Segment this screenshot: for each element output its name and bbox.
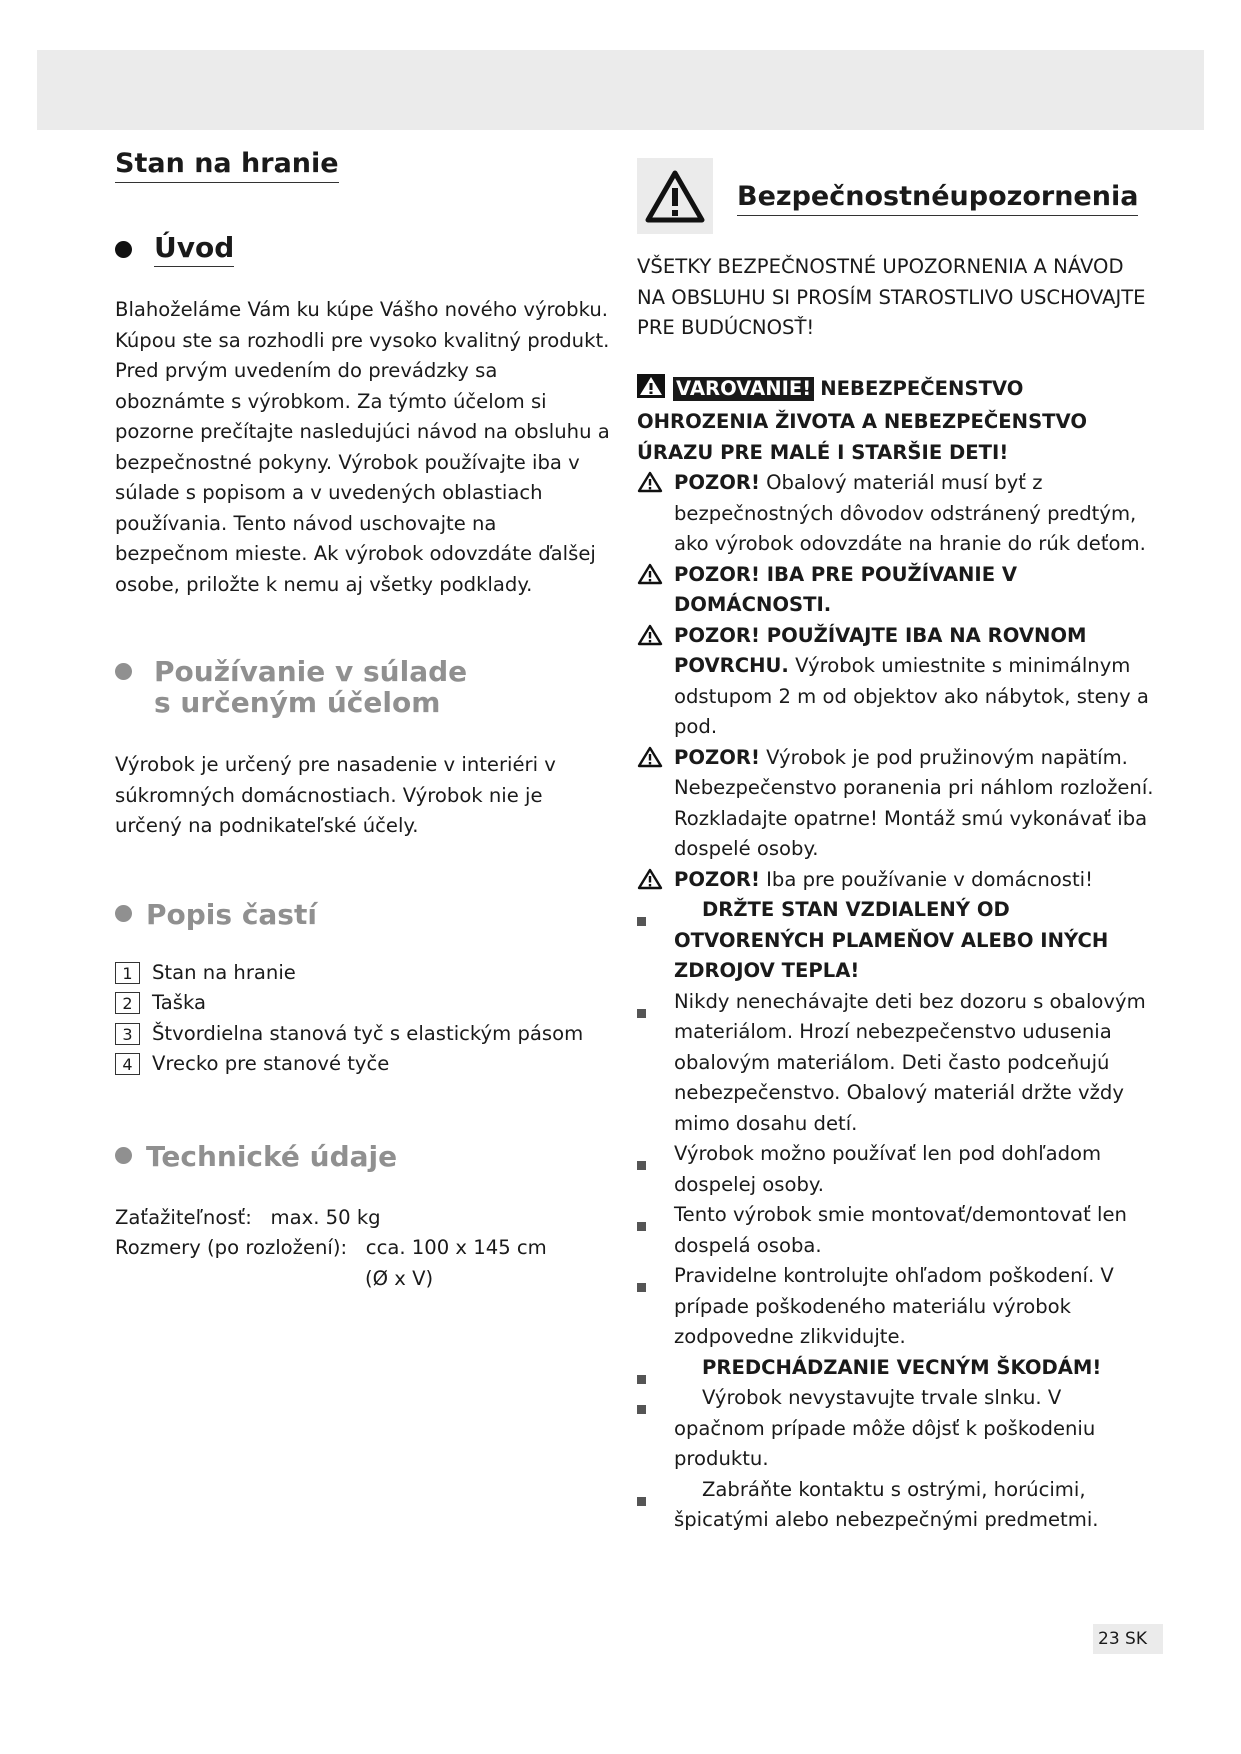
tech-specs (115, 1203, 610, 1295)
bullet-text: Pravidelne kontrolujte ohľadom poškodení. V prípade poškodeného materiálu výrobok zodpovedne zlikvidujte. (674, 1264, 1114, 1348)
pozor-text: Obalový materiál musí byť z bezpečnostných dôvodov odstránený predtým, ako výrobok odovzdáte na hranie do rúk deťom. (674, 471, 1146, 555)
parts-list (115, 958, 610, 1080)
bullet-dot-icon (115, 241, 132, 258)
list-item (637, 1261, 1157, 1353)
warning-triangle-icon (637, 563, 663, 595)
pozor-label: POZOR! (674, 867, 760, 891)
warning-triangle-icon (637, 746, 663, 778)
part-number: 4 (115, 1053, 140, 1075)
bullet-text: Zabráňte kontaktu s ostrými, horúcimi, špicatými alebo nebezpečnými predmetmi. (674, 1477, 1099, 1531)
page-title: Stan na hranie (115, 148, 339, 183)
pozor-label: POZOR! IBA PRE POUŽÍVANIE V DOMÁCNOSTI. (674, 562, 1018, 616)
bullet-list (637, 895, 1157, 1536)
dimensions-label: Rozmery (po rozložení): (115, 1236, 348, 1259)
list-item (637, 1353, 1157, 1384)
list-item (115, 1019, 610, 1050)
part-label: Taška (152, 991, 206, 1014)
page-number: 23 SK (1093, 1624, 1163, 1654)
tech-heading (115, 1140, 610, 1173)
pozor-label: POZOR! POUŽÍVAJTE IBA NA ROVNOM POVRCHU. (674, 623, 1087, 677)
square-bullet-icon (637, 997, 646, 1028)
safety-header (637, 158, 1157, 234)
bullet-bold: DRŽTE STAN VZDIALENÝ OD OTVORENÝCH PLAMEŇOV ALEBO INÝCH ZDROJOV TEPLA! (674, 898, 1109, 982)
bullet-dot-icon (115, 1147, 132, 1164)
bullet-text: Výrobok nevystavujte trvale slnku. V opačnom prípade môže dôjsť k poškodeniu produktu. (674, 1386, 1096, 1470)
intro-heading-text: Úvod (154, 231, 234, 267)
warning-triangle-icon (637, 471, 663, 503)
bullet-text: Tento výrobok smie montovať/demontovať len dospelá osoba. (674, 1203, 1127, 1257)
parts-heading (115, 898, 610, 931)
part-label: Stan na hranie (152, 960, 296, 984)
square-bullet-icon (637, 1149, 646, 1180)
bullet-dot-icon (115, 663, 132, 680)
part-label: Vrecko pre stanové tyče (152, 1052, 390, 1075)
pozor-label: POZOR! (674, 471, 760, 494)
load-value: max. 50 kg (270, 1205, 381, 1229)
warning-triangle-icon (637, 158, 713, 234)
part-label: Štvordielna stanová tyč s elastickým pásom (152, 1021, 584, 1045)
load-label: Zaťažiteľnosť: (115, 1205, 252, 1229)
right-column (637, 158, 1157, 1536)
list-item (637, 1200, 1157, 1261)
bullet-bold: PREDCHÁDZANIE VECNÝM ŠKODÁM! (702, 1355, 1102, 1379)
pozor-label: POZOR! (674, 745, 760, 769)
square-bullet-icon (637, 1271, 646, 1302)
dimensions-unit: (Ø x V) (365, 1266, 434, 1290)
varovanie-block (637, 374, 1157, 469)
warning-small-icon (637, 374, 665, 408)
list-item (637, 865, 1157, 896)
tech-heading-text: Technické údaje (146, 1139, 398, 1173)
usage-heading-line2: s určeným účelom (154, 686, 441, 719)
usage-text: Výrobok je určený pre nasadenie v interiéri v súkromných domácnostiach. Výrobok nie je určený na podnikateľské účely. (115, 753, 556, 837)
left-column (115, 140, 610, 1294)
pozor-list (637, 468, 1157, 895)
list-item (637, 1383, 1157, 1475)
safety-caps-notice: VŠETKY BEZPEČNOSTNÉ UPOZORNENIA A NÁVOD NA OBSLUHU SI PROSÍM STAROSTLIVO USCHOVAJTE PRE BUDÚCNOSŤ! (637, 255, 1146, 339)
bullet-dot-icon (115, 905, 132, 922)
safety-heading: Bezpečnostnéupozornenia (737, 181, 1138, 216)
list-item (637, 560, 1157, 621)
square-bullet-icon (637, 1393, 646, 1424)
list-item (637, 743, 1157, 865)
dimensions-value: cca. 100 x 145 cm (365, 1236, 547, 1259)
varovanie-badge: VAROVANIE! (673, 377, 814, 401)
pozor-text: Výrobok umiestnite s minimálnym odstupom 2 m od objektov ako nábytok, steny a pod. (674, 654, 1149, 738)
list-item (637, 1475, 1157, 1536)
list-item (637, 621, 1157, 743)
part-number: 1 (115, 962, 140, 984)
list-item (637, 1139, 1157, 1200)
parts-heading-text: Popis častí (146, 897, 317, 931)
header-band (37, 50, 1204, 130)
pozor-text: Výrobok je pod pružinovým napätím. Nebezpečenstvo poranenia pri náhlom rozložení. Rozkladajte opatrne! Montáž smú vykonávať iba dospelé osoby. (674, 745, 1154, 860)
part-number: 3 (115, 1023, 140, 1045)
square-bullet-icon (637, 1485, 646, 1516)
usage-heading (115, 656, 610, 718)
bullet-text: Výrobok možno používať len pod dohľadom dospelej osoby. (674, 1142, 1102, 1196)
list-item (637, 468, 1157, 560)
intro-heading (115, 231, 610, 267)
square-bullet-icon (637, 1210, 646, 1241)
intro-text: Blahoželáme Vám ku kúpe Vášho nového výrobku. Kúpou ste sa rozhodli pre vysoko kvalitný produkt. Pred prvým uvedením do prevádzky sa oboznámte s výrobkom. Za týmto účelom si pozorne prečítajte nasledujúci návod na obsluhu a bezpečnostné pokyny. Výrobok používajte iba v súlade s popisom a v uvedených oblastiach používania. Tento návod uschovajte na bezpečnom mieste. Ak výrobok odovzdáte ďalšej osobe, priložte k nemu aj všetky podklady. (115, 298, 610, 596)
usage-heading-line1: Používanie v súlade (154, 655, 468, 688)
warning-triangle-icon (637, 624, 663, 656)
list-item (637, 987, 1157, 1140)
square-bullet-icon (637, 905, 646, 936)
list-item (115, 1049, 610, 1080)
list-item (115, 958, 610, 989)
list-item (637, 895, 1157, 987)
bullet-text: Nikdy nenechávajte deti bez dozoru s obalovým materiálom. Hrozí nebezpečenstvo udusenia obalovým materiálom. Deti často podceňujú nebezpečenstvo. Obalový materiál držte vždy mimo dosahu detí. (674, 989, 1146, 1135)
list-item (115, 988, 610, 1019)
pozor-text: Iba pre používanie v domácnosti! (759, 867, 1093, 891)
part-number: 2 (115, 992, 140, 1014)
varovanie-text: NEBEZPEČENSTVO OHROZENIA ŽIVOTA A NEBEZPEČENSTVO ÚRAZU PRE MALÉ I STARŠIE DETI! (637, 376, 1088, 464)
